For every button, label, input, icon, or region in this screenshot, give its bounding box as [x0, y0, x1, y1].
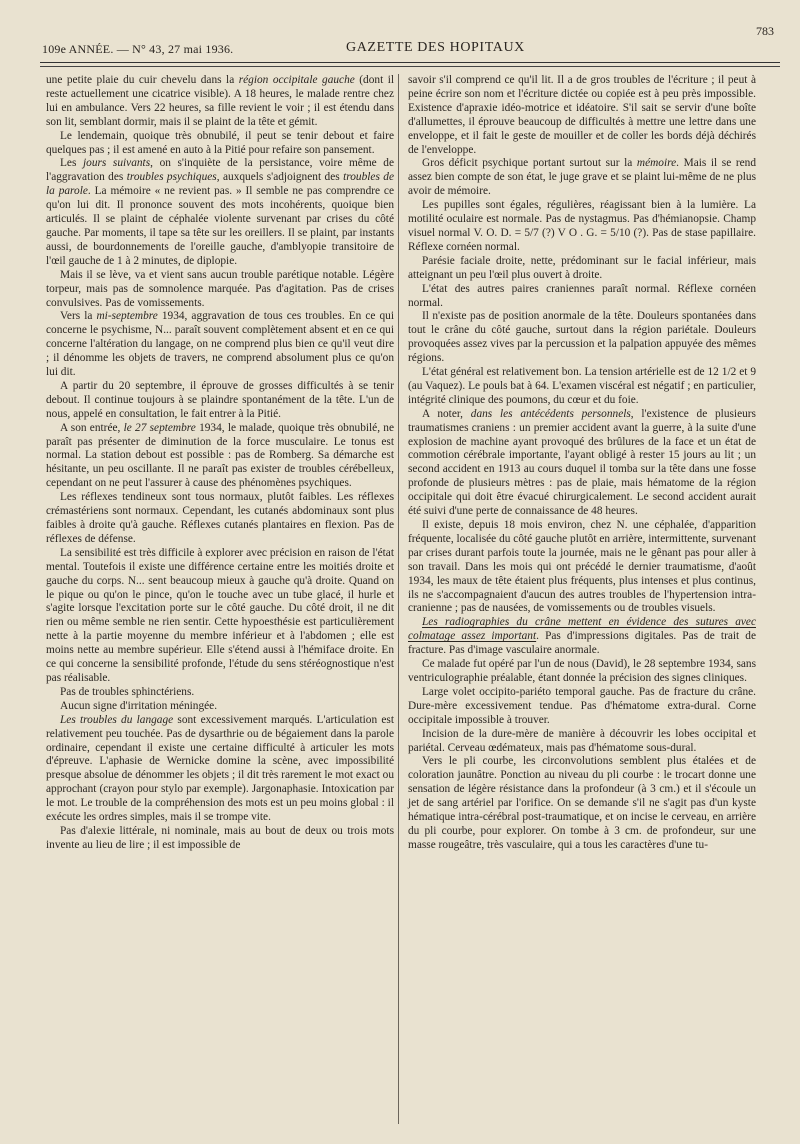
- text-run: une petite plaie du cuir chevelu dans la: [46, 74, 239, 86]
- italic-text: région occipitale gauche: [238, 74, 355, 86]
- paragraph: [46, 547, 394, 686]
- paragraph: [408, 658, 756, 686]
- text-run: Vers la: [60, 310, 97, 323]
- paragraph: [408, 755, 756, 852]
- paragraph: [46, 380, 394, 422]
- text-run: Les: [60, 157, 83, 170]
- paragraph: [408, 255, 756, 283]
- italic-text: Les radiographies du crâne mettent en évidence des sutures avec colmatage assez important: [408, 616, 756, 643]
- text-run: A partir du 20 septembre, il éprouve de grosses difficultés à se tenir debout. Il continue toujours à se plaindre spontanément de la tête. L'un de nous, appelé en consultation, le fait entrer à la Pitié.: [46, 379, 394, 420]
- right-column: [408, 74, 756, 853]
- text-run: Les réflexes tendineux sont tous normaux, plutôt faibles. Les réflexes crémastériens sont normaux. Cependant, les cutanés abdominaux sont plus faibles à droite qu'à gauche. Réflexes cutanés plantaires en flexion. Pas de réflexes de défense.: [46, 491, 394, 545]
- text-run: , l'existence de plusieurs traumatismes craniens : un premier accident avant la guerre, à la suite d'une explosion de machine ayant provoqué des brûlures de la face et un état de commotion cérébrale importante, l'ayant obligé à rester 15 jours au lit ; un second accident en 1913 au cours duquel il tomba sur la tête dans une fosse profonde de plusieurs mètres : pas de plaie, mais hématome de la région occipitale qui doit être évacué chirurgicalement. Le second accident aurait été suivi d'une perte de connaissance de 48 heures.: [408, 407, 756, 518]
- paragraph: [408, 74, 756, 157]
- paragraph: [46, 491, 394, 547]
- text-run: (dont il reste actuellement une cicatrice visible). A 18 heures, le malade rentre chez lui en ambulance. Vers 22 heures, sa fille revient le voir ; il est étendu dans son lit, semblant dormir, mais il se plaint de la tête et gémit.: [46, 74, 395, 128]
- text-run: , on s'inquiète de la persistance, voire même de l'aggravation des: [46, 157, 395, 184]
- italic-text: troubles de la parole: [46, 171, 394, 198]
- issue-line: 109e ANNÉE. — N° 43, 27 mai 1936.: [42, 42, 234, 56]
- left-column: [46, 74, 394, 853]
- italic-text: le 27 septembre: [123, 421, 196, 434]
- text-run: Le lendemain, quoique très obnubilé, il peut se tenir debout et faire quelques pas ; il est amené en auto à la Pitié pour refaire son pansement.: [46, 129, 394, 156]
- italic-text: dans les antécédents personnels: [470, 407, 631, 420]
- paragraph: [408, 366, 756, 408]
- text-run: Pas de troubles sphinctériens.: [60, 685, 195, 698]
- paragraph: [46, 422, 394, 492]
- text-run: Vers le pli courbe, les circonvolutions semblent plus étalées et de coloration jaunâtre. Ponction au niveau du pli courbe : le trocart donne une sensation de légère résistance dans la profondeur (à 3 cm.) et il s'écoule un jet de sang artériel par l'orifice. On se demande s'il ne s'agit pas d'un kyste hématique intra-cérébral post-traumatique, et on incise le cerveau, en arrière du pli courbe, pour explorer. On tombe à 3 cm. de profondeur, sur une masse rougeâtre, très vasculaire, qui a tous les caractères d'une tu-: [408, 755, 756, 851]
- text-run: Les pupilles sont égales, régulières, réagissant bien à la lumière. La motilité oculaire est normale. Pas de nystagmus. Pas d'hémianopsie. Champ visuel normal V. O. D. = 5/7 (?) V O . G. = 5/10 (?). Pas de stase papillaire. Réflexe cornéen normal.: [408, 199, 756, 253]
- journal-title: GAZETTE DES HOPITAUX: [346, 40, 525, 55]
- text-run: 1934, aggravation de tous ces troubles. En ce qui concerne le psychisme, N... paraît souvent complètement absent et en ce qui concerne l'altération du langage, on ne comprend plus bien ce qu'il veut dire ; il dénomme les objets de travers, ne comprend absolument plus ce qu'on lui dit.: [46, 310, 394, 379]
- paragraph: [46, 686, 394, 700]
- paragraph: [408, 310, 756, 366]
- text-run: Aucun signe d'irritation méningée.: [60, 699, 218, 712]
- paragraph: [408, 728, 756, 756]
- paragraph: [408, 283, 756, 311]
- paragraph: [46, 269, 394, 311]
- text-run: . Mais il se rend assez bien compte de son état, le juge grave et se plaint lui-même de ne plus avoir de mémoire.: [408, 157, 756, 198]
- paragraph: [46, 310, 394, 380]
- text-run: Pas d'alexie littérale, ni nominale, mais au bout de deux ou trois mots invente au lieu de lire ; il est impossible de: [46, 824, 394, 851]
- page-header: [36, 22, 780, 66]
- text-run: sont excessivement marqués. L'articulation est relativement peu touchée. Pas de dysarthrie ou de bégaiement dans la parole ordinaire, cependant il existe une certaine difficulté à articuler les mots d'épreuve. L'aphasie de Wernicke domine la scène, avec impossibilité presque absolue de dénommer les objets ; il dit très rarement le mot exact ou approchant (crayon pour stylo par exemple). Jargonaphasie. Intoxication par le mot. Le trouble de la compréhension des mots est un peu moins global : il exécute les ordres simples, mais il se trompe vite.: [46, 713, 394, 824]
- text-run: La sensibilité est très difficile à explorer avec précision en raison de l'état mental. Toutefois il existe une différence certaine entre les moitiés droite et gauche du corps. N... sent beaucoup mieux à gauche qu'à droite. Quand on le pique ou qu'on le pince, qu'on le touche avec un tube glacé, il hurle et s'agite lorsque l'excitation porte sur le côté gauche. Du côté droit, il ne dit rien ou même semble ne rien sentir. Cette hypoesthésie est particulièrement nette à la partie moyenne du membre inférieur et à l'abdomen ; elle est moins nette au membre supérieur. Elle s'étend aussi à l'hémiface droite. En ce qui concerne la sensibilité profonde, l'étude du sens stéréognostique n'est pas réalisable.: [46, 546, 394, 684]
- text-run: . La mémoire « ne revient pas. » Il semble ne pas comprendre ce qu'on lui dit. Il prononce souvent des mots incohérents, quoique bien articulés. Il se plaint de céphalée violente survenant par crises du côté gauche. Par moments, il tape sa tête sur les oreillers. Il se plaint, par instants aussi, de bourdonnements de l'oreille gauche, d'amblyopie transitoire de l'œil gauche de 1 à 2 minutes, de diplopie.: [46, 185, 395, 267]
- text-run: Parésie faciale droite, nette, prédominant sur le facial inférieur, mais atteignant un peu l'œil plus ouvert à droite.: [408, 254, 756, 281]
- italic-text: jours suivants: [83, 157, 151, 170]
- paragraph: [46, 700, 394, 714]
- column-separator: [398, 74, 399, 1124]
- text-run: Il n'existe pas de position anormale de la tête. Douleurs spontanées dans tout le crâne du côté gauche, surtout dans la région pariétale. Douleurs provoquées assez vives par la percussion et la palpation appuyée des mêmes régions.: [408, 310, 756, 365]
- paragraph: [46, 714, 394, 825]
- header-rule: [40, 62, 780, 63]
- paragraph: [408, 686, 756, 728]
- text-run: A noter,: [422, 407, 471, 420]
- paragraph: [46, 74, 394, 130]
- italic-text: Les troubles du langage: [60, 713, 174, 726]
- text-run: Mais il se lève, va et vient sans aucun trouble parétique notable. Légère torpeur, mais pas de somnolence marquée. Pas d'agitation. Pas de crises convulsives. Pas de vomissements.: [46, 268, 394, 309]
- text-run: Incision de la dure-mère de manière à découvrir les lobes occipital et pariétal. Cerveau œdémateux, mais pas d'hématome sous-dural.: [408, 727, 756, 754]
- paragraph: [408, 616, 756, 658]
- text-run: Gros déficit psychique portant surtout sur la: [422, 157, 637, 170]
- text-run: Large volet occipito-pariéto temporal gauche. Pas de fracture du crâne. Dure-mère excessivement tendue. Pas d'hématome extra-dural. Corne occipitale impossible à trouver.: [408, 685, 756, 726]
- paragraph: [46, 157, 394, 268]
- paragraph: [46, 825, 394, 853]
- text-run: , auxquels s'adjoignent des: [216, 171, 344, 184]
- paragraph: [46, 130, 394, 158]
- text-run: . Pas d'impressions digitales. Pas de trait de fracture. Pas d'image vasculaire anormale.: [408, 630, 756, 657]
- italic-text: mi-septembre: [96, 310, 158, 323]
- paragraph: [408, 199, 756, 255]
- page-number: 783: [756, 24, 774, 38]
- text-run: Ce malade fut opéré par l'un de nous (David), le 28 septembre 1934, sans ventriculographie préalable, étant donnée la précision des signes cliniques.: [408, 658, 756, 684]
- text-run: L'état général est relativement bon. La tension artérielle est de 12 1/2 et 9 (au Vaquez). Le pouls bat à 64. L'examen viscéral est négatif ; en particulier, intégrité clinique des poumons, du cœur et du foie.: [408, 366, 756, 406]
- text-run: A son entrée,: [60, 421, 124, 434]
- text-run: 1934, le malade, quoique très obnubilé, ne paraît pas présenter de diminution de la force musculaire. Le tonus est normal. La station debout est possible : pas de Romberg. Sa démarche est hésitante, un peu oscillante. Il ne paraît pas exister de troubles cérébelleux, cependant on ne peut l'assurer à cause des phénomènes psychiques.: [46, 421, 394, 490]
- paragraph: [408, 519, 756, 616]
- header-rule-thin: [40, 66, 780, 67]
- italic-text: mémoire: [636, 157, 677, 170]
- text-run: L'état des autres paires craniennes paraît normal. Réflexe cornéen normal.: [408, 282, 756, 309]
- text-run: savoir s'il comprend ce qu'il lit. Il a de gros troubles de l'écriture ; il peut à peine écrire son nom et l'écriture dictée ou copiée est à peu près impossible. Existence d'apraxie idéo-motrice et idéatoire. S'il sait se servir d'une boîte d'allumettes, il éprouve beaucoup de difficultés à mettre une lettre dans une enveloppe, et il fait le geste de mouiller et de coller les bords déjà déchirés de l'enveloppe.: [408, 74, 756, 156]
- italic-text: troubles psychiques: [126, 171, 217, 184]
- paragraph: [408, 408, 756, 519]
- paragraph: [408, 157, 756, 199]
- text-run: Il existe, depuis 18 mois environ, chez N. une céphalée, d'apparition fréquente, localisée du côté gauche plutôt en arrière, intermittente, survenant par crises durant parfois toute la journée, mais ne le gênant pas pour aller à son travail. Dans les mois qui ont précédé le dernier traumatisme, d'août 1934, les maux de tête étaient plus fréquents, plus intenses et plus continus, ils ne s'accompagnaient d'aucun des autres troubles de l'hypertension intra-cranienne ; pas de nausées, de vomissements ou de troubles visuels.: [408, 519, 756, 615]
